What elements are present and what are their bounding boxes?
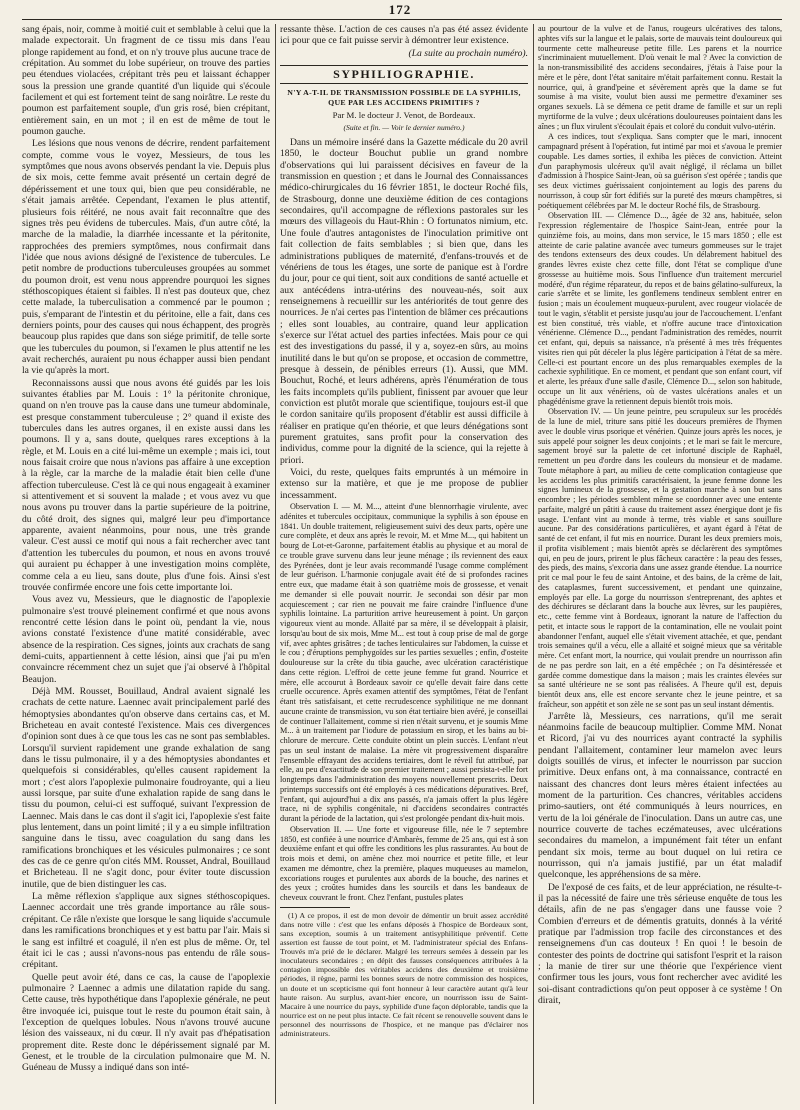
paragraph: ressante thèse. L'action de ces causes n'a pas été assez évidente ici pour que ce fait puisse servir à démontrer leur existence. <box>280 24 528 47</box>
page-number: 172 <box>388 2 412 17</box>
paragraph: La même réflexion s'applique aux signes stéthoscopiques. Laennec accordait une très grande importance au râle sous-crépitant. Ce râle n'existe que lorsque le sang liquide s'accumule dans les ramifications bronchiques et y est battu par l'air. Mais si le sang est infiltré et coagulé, il n'en est plus de même. Or, tel était ici le cas ; aussi n'avons-nous pas entendu de râle sous-crépitant. <box>22 891 270 971</box>
column-1 <box>22 24 270 1104</box>
continuation-note: (La suite au prochain numéro). <box>408 47 528 59</box>
byline: Par M. le docteur J. Venot, de Bordeaux. <box>332 110 476 121</box>
paragraph: Reconnaissons aussi que nous avons été guidés par les lois suivantes établies par M. Louis : 1° la péritonite chronique, quand on n'en trouve pas la cause dans une tumeur abdominale, est presque constamment tuberculeuse ; 2° quand il existe des tubercules dans les autres organes, il en existe aussi dans les poumons. Il y a, sans doute, quelques rares exceptions à la règle, et M. Louis en a cité lui-même un exemple ; mais ici, tout nous faisait croire que nous n'avions pas affaire à une exception à la règle, car la marche de la maladie était bien celle d'une affection tuberculeuse. C'est là ce qui nous engageait à examiner si attentivement et si souvent la malade ; et vous avez vu que nous avons pu trouver dans la partie supérieure de la poitrine, du côté droit, des signes qui, malgré leur peu d'importance apparente, avaient néanmoins, pour nous, une très grande valeur. C'est aussi ce motif qui nous a fait rechercher avec tant d'attention les tubercules du poumon, et nous en avons trouvé qui auraient pu échapper à une investigation moins complète, comme cela a eu lieu, sans doute, plus d'une fois. Ainsi s'est trouvée confirmée encore une fois cette importante loi. <box>22 377 270 593</box>
paragraph: Déjà MM. Rousset, Bouillaud, Andral avaient signalé les crachats de cette nature. Laennec avait principalement parlé des hémoptysies abondantes qu'on observe dans certains cas, et M. Bricheteau en avait contesté l'existence. Mais ces divergences d'opinion sont dues à ce que tous les cas ne sont pas semblables. Lorsqu'il survient rapidement une grande exhalation de sang dans le tissu pulmonaire, il y a des hémoptysies abondantes et quelquefois si considérables, qu'elles causent rapidement la mort ; c'est alors l'apoplexie pulmonaire foudroyante, qui a lieu aussi lorsque, par suite d'une exhalation rapide de sang dans le tissu du poumon, celui-ci est suffoqué, suivant l'expression de Laennec. Mais dans le cas dont il s'agit ici, l'apoplexie s'est faite plus lentement, dans un point limité ; il y a eu simple infiltration sanguine dans le tissu, avec coagulation du sang dans les ramifications bronchiques et les vésicules pulmonaires ; ce sont des cas de ce genre qu'on cités MM. Rousset, Andral, Bouillaud et Bricheteau. Il ne s'agit donc, pour éviter toute discussion inutile, que de bien distinguer les cas. <box>22 685 270 890</box>
paragraph: Les lésions que nous venons de décrire, rendent parfaitement compte, comme vous le voyez, Messieurs, de tous les symptômes que nous avons observés pendant la vie. Depuis plus de six mois, cette femme avait présenté un certain degré de dépérissement et une toux qui, bien que peu considérable, ne s'était jamais arrêtée. Cependant, l'examen le plus attentif, plusieurs fois réitéré, ne nous avait fait reconnaître que des signes très peu évidens de tubercules. Mais, d'un autre côté, la marche de la maladie, la diarrhée incessante et la péritonite, rapprochées des premiers symptômes, nous confirmait dans l'idée que nous avions désigné de l'existence de tubercules. Le petit nombre de productions tuberculeuses groupées au sommet du poumon droit, est venu nous apprendre pourquoi les signes stéthoscopiques étaient si faibles. Il n'est pas douteux que, chez cette malade, la tuberculisation a commencé par le poumon ; puis, s'emparant de l'intestin et du péritoine, elle a fait, dans ces derniers points, pour des causes qui nous échappent, des progrès beaucoup plus rapides que dans son siége primitif, de telle sorte que les tubercules du poumon, si l'examen le plus attentif ne les avait recherchés, auraient pu nous échapper aussi bien pendant la vie qu'après la mort. <box>22 138 270 377</box>
paragraph: J'arrête là, Messieurs, ces narrations, qu'il me serait néanmoins facile de beaucoup multiplier. Comme MM. Nonat et Ricord, j'ai vu des nourrices ayant contracté la syphilis pendant l'allaitement, contaminer leur mamelon avec leurs doigts souillés de virus, et infecter le nourrisson par succion primitive. Deux enfans ont, à ma connaissance, contracté en naissant des chancres dont leurs mères étaient infectées au moment de la parturition. Ces chancres, véritables accidens primo-sautiers, ont été communiqués à leurs nourrices, en vertu de la loi générale de l'inoculation. Dans un autre cas, une nourrice couverte de taches eczémateuses, avec ulcérations secondaires du mamelon, a impunément fait téter un enfant pendant six mois, terme au bout duquel on lui retira ce nourrisson, qui n'a jamais justifié, par un état maladif quelconque, les appréhensions de sa mère. <box>538 710 782 881</box>
observation-paragraph: Observation II. — Une forte et vigoureuse fille, née le 7 septembre 1850, est confiée à une nourrice d'Ambarès, femme de 25 ans, qui est à son deuxième enfant et qui offre les conditions les plus rassurantes. Au bout de trois mois et demi, on amène chez moi nourrice et petite fille, et leur examen me démontre, chez la première, plaques muqueuses au mamelon, excoriations rouges et purulentes aux abords de la bouche, des narines et des yeux ; croûtes humides dans les sourcils et dans les bandeaux de cheveux couvrant le front. Chez l'enfant, pustules plates <box>280 824 528 903</box>
column-2 <box>280 24 528 1104</box>
observation-paragraph: Observation IV. — Un jeune peintre, peu scrupuleux sur les procédés de la lune de miel, triture sans pitié les douceurs premières de l'hymen avec le double virus psorique et vénérien. Quinze jours après les noces, je suis appelé pour soigner les deux conjoints ; et le mari se fait le mercure, sagement broyé sur la palette de cet infortuné disciple de Raphaël, remettent un peu d'ordre dans les couleurs du monsieur et de madame. Toute métaphore à part, au milieu de cette complication contagieuse que les accidens les plus primitifs caractérisaient, la jeune femme donne les signes lumineux de la grossesse, et la gestation marche à son but sans encombre ; les périodes semblent même se coordonner avec une entente parfaite, malgré un pâtiti à cause du traitement assez énergique dont je fis usage. L'enfant vint au monde à terme, très viable et sans souillure aucune. Par des considérations particulières, et ayant égard à l'état de santé de cet enfant, il fut mis en nourrice. Durant les deux premiers mois, il profita visiblement ; mais bientôt après se déclarèrent des symptômes qui, en peu de jours, prirent le plus fâcheux caractère : la peau des fesses, des pieds, des mains, s'excoria dans une assez grande étendue. La nourrice prit ce mal pour le feu de saint Antoine, et des bains, de la crème de lait, des cataplasmes, furent successivement, et pendant une quinzaine, employés par elle. La gorge du nourrisson s'entreprenant, des aphtes et des déchirures se déclarant dans la bouche aux lèvres, sur les paupières, etc., cette femme vint à Bordeaux, ignorant la nature de l'affection du petit, et intacte sous le rapport de la contamination, elle ne voulait point abandonner l'enfant, auquel elle s'était vivement attachée, et que, pendant trois semaines qu'il a vécu, elle a allaité et soigné mieux que sa véritable mère. Cet enfant mort, la nourrice, qui voulait prendre un nourrisson afin de ne pas perdre son lait, en a été empêchée ; on l'a désintéressée et gardée comme domestique dans la maison ; mais les craintes élevées sur sa santé ultérieure ne se sont pas réalisées. A l'heure qu'il est, depuis bientôt deux ans, elle est encore servante chez le jeune peintre, et sa fraîcheur, son appétit et son zèle ne se sont pas un seul instant démentis. <box>538 407 782 709</box>
observation-paragraph: Observation III. — Clémence D..., âgée de 32 ans, habituée, selon l'expression réglementaire de l'hospice Saint-Jean, entrée pour la quinzième fois, au moins, dans mon service, le 15 mars 1850 ; elle est atteinte de carie palatine avancée avec tumeurs gommeuses sur le trajet des tendons extenseurs des deux coudes. Un délabrement habituel des grandes lèvres existe chez cette fille, dont l'état se complique d'une grossesse au huitième mois. Sous l'influence d'un traitement mercuriel modéré, d'un régime réparateur, du repos et de bains gélatino-sulfureux, la carie s'arrête et se limite, les gonflemens tendineux semblent entrer en fusion ; mais un écoulement muqueux-purulent, avec rougeur violacée de tout le vagin, s'établit et persiste jusqu'au jour de l'accouchement. L'enfant est bien constitué, très viable, et n'offre aucune trace d'intoxication vénérienne. Clémence D..., pendant l'administration des remèdes, nourrit cet enfant, qui, depuis sa naissance, n'a présenté à mes très fréquentes visites rien qui pût déceler la plus légère participation à l'état de sa mère. Celle-ci est pourtant encore un des plus remarquables exemples de la cachexie syphilitique. En ce moment, et pendant que son enfant court, vif et alerte, les préaux d'une salle d'asile, Clémence D..., selon son habitude, occupe un lit aux vénériens, où de vastes ulcérations anales et un phagédénisme grave la retiennent depuis bientôt trois mois. <box>538 211 782 406</box>
footnote: (1) A ce propos, il est de mon devoir de démentir un bruit assez accrédité dans notre ville : c'est que les enfans déposés à l'hospice de Bordeaux sont, sans exception, soumis à un traitement antisyphilitique préventif. Cette assertion est fausse de tout point, et M. l'administrateur spécial des Enfans-Trouvés m'a prié de le déclarer. Malgré les terreurs semées à dessein par les inoculateurs secondaires ; en dépit des fausses conséquences attribuées à la contagion impossible des véritables accidens des deuxième et troisième périodes, il règne, parmi les bonnes sœurs de notre commission des hospices, un doute et un scepticisme qui font honneur à leur caractère autant qu'à leur haute raison. Au surplus, avant-hier encore, un nourrisson issu de Saint-Macaire à une nourrice du pays, syphilide d'une façon déplorable, tandis que la nourrice est on ne peut plus intacte. Ce fait récent se renouvelle souvent dans le personnel des nourrissons de l'hospice, et ne manque pas d'éclairer nos administrateurs. <box>280 910 528 1039</box>
header-rule <box>22 19 782 20</box>
paragraph: Dans un mémoire inséré dans la Gazette médicale du 20 avril 1850, le docteur Bouchut publie un grand nombre d'observations qui lui paraissent décisives en faveur de la transmission en question ; et dans le Journal des Connaissances médico-chirurgicales du 16 février 1851, le docteur Roché fils, de Strasbourg, donne une deuxième édition de ces contagions secondaires, qu'il accompagne de réflexions pastorales sur les mœurs des villageois du Haut-Rhin : O fortunatos nimium, etc. Une foule d'autres antagonistes de l'inoculation primitive ont fait collection de faits semblables ; si bien que, dans les administrations publiques de maternité, d'enfans-trouvés et de vénériens de tous les étages, une sorte de panique est à l'ordre du jour, pour ce qui tient, soit aux conditions de santé actuelle et aux antécédens intra-utérins des nouveau-nés, soit aux renseignemens à recueillir sur les antériorités de tout genre des nourrices. Je n'ai certes pas l'intention de blâmer ces précautions ; elles sont louables, au contraire, quand leur application s'exerce sur l'état actuel des parties infectées. Mais pour ce qui est des investigations du passé, il y a, soyez-en sûrs, au moins inutilité dans le but qu'on se propose, et occasion de commettre, presque à dessein, de pénibles erreurs (1). Aussi, que MM. Bouchut, Roché, et leurs adhérens, après l'énumération de tous les faits incomplets qu'ils publient, finissent par avouer que leur conviction est plutôt morale que scientifique, toujours est-il que le cordon sanitaire qu'ils proposent d'établir est aussi difficile à réaliser en pratique qu'en théorie, et que leurs dénégations sont purement gratuites, sans profit pour la conservation des individus, comme pour la dignité de la science, qui la rejette à priori. <box>280 137 528 466</box>
section-title: SYPHILIOGRAPHIE. <box>280 65 528 84</box>
observation-paragraph: A ces indices, tout s'expliqua. Sans compter que le mari, innocent campagnard présent à l'opération, fut intimé par moi et s'avoua le premier coupable. Les dames sorties, il exhiba les pièces de conviction. Atteint d'un paraphymosis ulcéreux qu'il avait négligé, il réclama un billet d'admission à l'hospice Saint-Jean, où sa guérison s'est opérée ; tandis que ses deux victimes guérissaient conjointement au logis des parens du nourrisson, à coup sûr fort édifiés sur la pureté des mœurs champêtres, si poétiquement célébrées par M. le docteur Roché fils, de Strasbourg. <box>538 132 782 210</box>
article-title: N'Y A-T-IL DE TRANSMISSION POSSIBLE DE LA SYPHILIS, QUE PAR LES ACCIDENS PRIMITIFS ? <box>287 88 521 108</box>
footnote-rule <box>280 907 350 908</box>
byline-note: (Suite et fin. — Voir le dernier numéro.) <box>343 122 465 132</box>
paragraph: sang épais, noir, comme à moitié cuit et semblable à celui que la malade expectorait. Un fragment de ce tissu mis dans l'eau plonge rapidement au fond, et on n'y trouve plus aucune trace de crépitation. Au sommet du lobe supérieur, on trouve des parties peu étendues violacées, crépitant très peu et laissant échapper sous la pression une grande quantité d'un liquide qui s'écoule facilement et qui est fortement teint de sang noirâtre. Le reste du poumon est parfaitement souple, d'un gris rosé, bien crépitant, entièrement sain, en un mot ; il en est de même de tout le poumon gauche. <box>22 24 270 138</box>
column-divider-1 <box>275 24 276 1104</box>
observation-paragraph: Observation I. — M. M..., atteint d'une blennorrhagie virulente, avec adénites et tubercules occipitaux, communique la syphilis à son épouse en 1841. Un double traitement, religieusement suivi des deux parts, opère une cure complète, et deux ans après le revoir, M. et Mme M..., qui habitent un bourg de Lot-et-Garonne, parfaitement établis au physique et au moral de ce trouble grave survenu dans leur jeune ménage ; ils reviennent des eaux des Pyrénées, dont je leur avais recommandé l'usage comme complément de leur guérison. L'harmonie conjugale avait été de si profondes racines entre eux, que madame était à son quatrième mois de grossesse, et venait me demander si elle pouvait nourrir. Je secondai son désir par mon acquiescement ; car rien ne pouvait me faire craindre l'influence d'une syphilis lointaine. La parturition arrive heureusement à point. Un garçon vigoureux vient au monde. Allaité par sa mère, il se développait à plaisir, lorsqu'au bout de six mois, Mme M... est tout à coup prise de mal de gorge vif, avec aphtes grisâtres ; de taches lenticulaires sur l'abdomen, la cuisse et le cou ; d'éruptions pemphygoïdes sur les parties sexuelles ; enfin, d'osteite douloureuse sur la crête du tibia gauche, avec ulcération caractéristique dans cette région. L'effroi de cette jeune femme fut grand. Nourrice et mère, elle accourut à Bordeaux savoir ce qu'elle devait faire dans cette cruelle occurence. Après examen attentif des symptômes, l'état de l'enfant étant très satisfaisant, et cette recrudescence syphilitique ne me donnant aucune crainte de transmission, vu son état tertiaire bien avéré, je conseillai de continuer l'allaitement, comme si rien n'était survenu, et je soumis Mme M... à un traitement par l'iodure de potassium en sirop, et les bains au bi-chlorure de mercure. Cette conduite obtint un plein succès. L'enfant n'eut pas un seul instant de malaise. La mère vit progressivement disparaître l'ensemble effrayant des accidens tertiaires, dont le réveil fut attribué, par elle, au peu d'exactitude de son premier traitement ; aussi persista-t-elle fort longtemps dans l'administration des moyens nouvellement prescrits. Deux printemps successifs ont été employés à ces médications dépuratives. Bref, l'enfant, qui aujourd'hui a dix ans passés, n'a jamais offert la plus légère trace, ni de syphilis congénitale, ni d'accidens secondaires contractés durant la période de la lactation, qui s'est prolongée pendant dix-huit mois. <box>280 502 528 824</box>
column-3 <box>538 24 782 1104</box>
observation-paragraph: au pourtour de la vulve et de l'anus, rougeurs ulcératives des talons, aphtes vifs sur la langue et le palais, sorte de mauvais teint douloureux qui tourmente cette malheureuse petite fille. Les parens et la nourrice s'incriminaient mutuellement. D'où venait le mal ? Avec la conviction de la non-transmissibilité des accidens secondaires, j'étais à l'aise pour la mère et le père, dont l'état sanitaire m'était parfaitement connu. Restait la nourrice, qui, à grand'peine et sévèrement après que la dame se fut soumise à ma visite, voulut bien aussi me permettre d'examiner ses organes sexuels. Là se démena ce petit drame de famille et sur un repli myrtiforme de la vulve ; deux ulcérations douloureuses pointaient dans les aînes ; un flux virulent s'écoulait épais et coloré du conduit vulvo-utérin. <box>538 24 782 131</box>
paragraph: Vous avez vu, Messieurs, que le diagnostic de l'apoplexie pulmonaire s'est trouvé pleinement confirmé et que nous avons rencontré cette lésion dans le point où, pendant la vie, nous avions constaté l'existence d'une matité considérable, avec absence de la respiration. Ces signes, joints aux crachats de sang demi-cuits, appartiennent à cette lésion, ainsi que j'ai pu m'en convaincre récemment chez un sujet que j'ai observé à l'hôpital Beaujon. <box>22 594 270 685</box>
paragraph: Quelle peut avoir été, dans ce cas, la cause de l'apoplexie pulmonaire ? Laennec a admis une dilatation rapide du sang. Cette cause, très hypothétique dans l'apoplexie générale, ne peut être invoquée ici, puisque tout le reste du poumon était sain, à l'exception de quelques lobules. Nous n'avons trouvé aucune lésion des vaisseaux, ni du cœur. Il n'y avait pas d'hépatisation proprement dite. Reste donc le dépérissement signalé par M. Genest, et le trouble de la circulation pulmonaire que M. N. Guéneau de Mussy a indiqué dans son inté- <box>22 971 270 1074</box>
paragraph: De l'exposé de ces faits, et de leur appréciation, ne résulte-t-il pas la nécessité de faire une très sérieuse enquête de tous les détails, afin de ne pas s'engager dans une fausse voie ? Combien d'erreurs et de démentis gratuits, donnés à la vérité pratique par l'admission trop facile des circonstances et des renseignemens d'un cas douteux ! En quoi ! le besoin de contester des points de doctrine qui satisfont l'esprit et la raison ; la manie de tirer sur une théorie que l'expérience vient confirmer tous les jours, vous font rechercher avec avidité les soi-disant contradictions qu'on peut opposer à ce système ! On dirait, <box>538 881 782 1007</box>
column-divider-2 <box>533 24 534 1104</box>
paragraph: Voici, du reste, quelques faits empruntés à un mémoire in extenso sur la matière, et que je me propose de publier incessamment. <box>280 467 528 501</box>
